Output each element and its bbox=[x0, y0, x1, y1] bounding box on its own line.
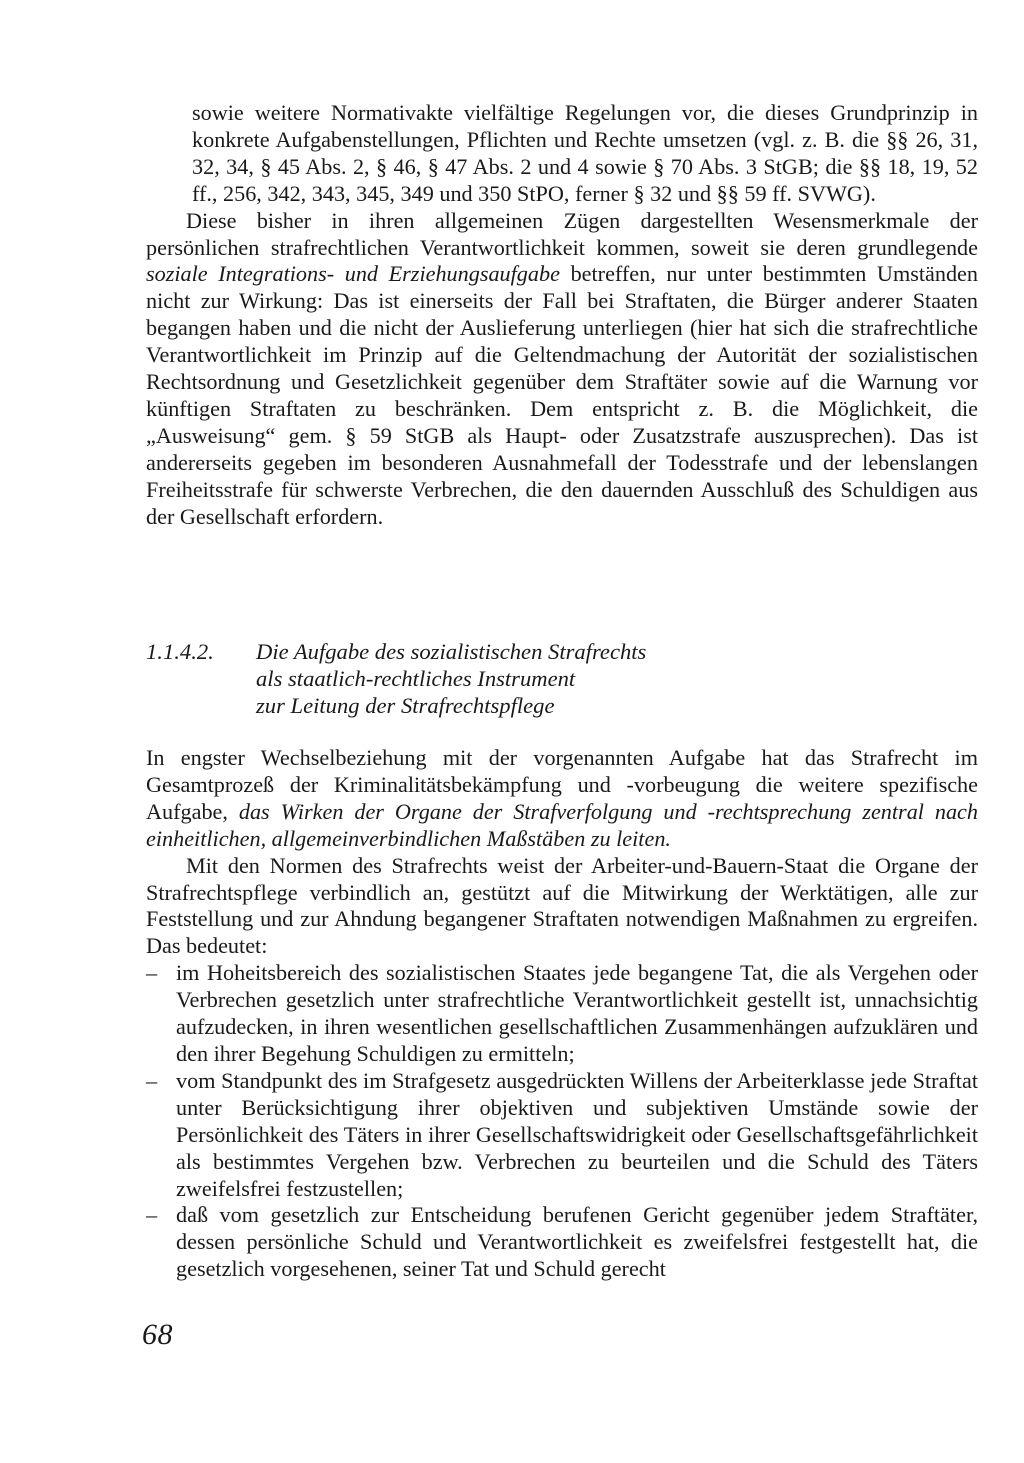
list-item-text: im Hoheitsbereich des sozialistischen Staates jede begangene Tat, die als Vergehen oder Verbrechen gesetzlich unter strafrechtliche Verantwortlichkeit gestellt ist, unnachsichtig aufzudecken, in ihren wesentlichen gesellschaftlichen Zusammenhängen aufzuklären und den ihrer Begehung Schuldigen zu ermitteln; bbox=[176, 960, 978, 1066]
paragraph-wesensmerkmale bbox=[146, 208, 978, 531]
paragraph-text: Diese bisher in ihren allgemeinen Zügen dargestellten Wesensmerkmale der persönlichen strafrechtlichen Verantwortlichkeit kommen, soweit sie deren grundlegende bbox=[146, 207, 978, 260]
paragraph-continuation: sowie weitere Normativakte vielfältige Regelungen vor, die dieses Grundprinzip in konkrete Aufgabenstellungen, Pflichten und Rechte umsetzen (vgl. z. B. die §§ 26, 31, 32, 34, § 45 Abs. 2, § 46, § 47 Abs. 2 und 4 sowie § 70 Abs. 3 StGB; die §§ 18, 19, 52 ff., 256, 342, 343, 345, 349 und 350 StPO, ferner § 32 und §§ 59 ff. SVWG). bbox=[192, 100, 978, 206]
body-text-top bbox=[146, 100, 978, 531]
paragraph-wechselbeziehung bbox=[146, 745, 978, 853]
list-item bbox=[146, 960, 978, 1068]
dash-bullet: – bbox=[146, 1067, 158, 1093]
list-item bbox=[146, 1202, 978, 1283]
section-title-line: zur Leitung der Strafrechtspflege bbox=[256, 693, 555, 718]
body-text-bottom bbox=[146, 745, 978, 1283]
section-title bbox=[256, 638, 956, 719]
list-item-text: vom Standpunkt des im Strafgesetz ausgedrückten Willens der Arbeiterklasse jede Straftat unter Berücksichtigung ihrer objektiven und subjektiven Umstände sowie der Persönlichkeit des Täters in ihrer Gesellschaftswidrigkeit oder Gesellschaftsgefährlichkeit als bestimmtes Vergehen bzw. Verbrechen zu beurteilen und die Schuld des Täters zweifelsfrei festzustellen; bbox=[176, 1067, 978, 1201]
paragraph-text: betreffen, nur unter bestimmten Umständen nicht zur Wirkung: Das ist einerseits der Fall bei Straftaten, die Bürger anderer Staaten begangen haben und die nicht der Auslieferung unterliegen (hier hat sich die strafrechtliche Verantwortlichkeit im Prinzip auf die Geltendmachung der Autorität der sozialistischen Rechtsordnung und Gesetzlichkeit gegenüber dem Straftäter sowie auf die Warnung vor künftigen Straftaten zu beschränken. Dem entspricht z. B. die Möglichkeit, die „Ausweisung“ gem. § 59 StGB als Haupt- oder Zusatzstrafe auszusprechen). Das ist andererseits gegeben im besonderen Ausnahmefall der Todesstrafe und der lebenslangen Freiheitsstrafe für schwerste Verbrechen, die den dauernden Ausschluß des Schuldigen aus der Gesellschaft erfordern. bbox=[146, 261, 978, 529]
section-title-line: Die Aufgabe des sozialistischen Strafrechts bbox=[256, 639, 647, 664]
dash-list bbox=[146, 960, 978, 1283]
emphasized-text: das Wirken der Organe der Strafverfolgung und -rechtsprechung zentral nach einheitlichen, allgemeinverbindlichen Maßstäben zu leiten. bbox=[146, 798, 978, 851]
section-number: 1.1.4.2. bbox=[146, 639, 214, 664]
list-item bbox=[146, 1068, 978, 1203]
list-item-text: daß vom gesetzlich zur Entscheidung berufenen Gericht gegenüber jedem Straftäter, dessen persönliche Schuld und Verantwortlichkeit es zweifelsfrei festgestellt hat, die gesetzlich vorgesehenen, seiner Tat und Schuld gerecht bbox=[176, 1202, 978, 1282]
paragraph-text: In engster Wechselbeziehung mit der vorgenannten Aufgabe hat das Strafrecht im Gesamtprozeß der Kriminalitätsbekämpfung und -vorbeugung die weitere spezifische Aufgabe, bbox=[146, 745, 978, 824]
page-number: 68 bbox=[142, 1318, 173, 1351]
section-title-line: als staatlich-rechtliches Instrument bbox=[256, 666, 576, 691]
paragraph-normen: Mit den Normen des Strafrechts weist der Arbeiter-und-Bauern-Staat die Organe der Strafrechtspflege verbindlich an, gestützt auf die Mitwirkung der Werktätigen, alle zur Feststellung und zur Ahndung begangener Straftaten notwendigen Maßnahmen zu ergreifen. Das bedeutet: bbox=[146, 852, 978, 959]
dash-bullet: – bbox=[146, 1202, 158, 1228]
emphasized-text: soziale Integrations- und Erziehungsaufgabe bbox=[146, 261, 560, 287]
dash-bullet: – bbox=[146, 960, 158, 986]
